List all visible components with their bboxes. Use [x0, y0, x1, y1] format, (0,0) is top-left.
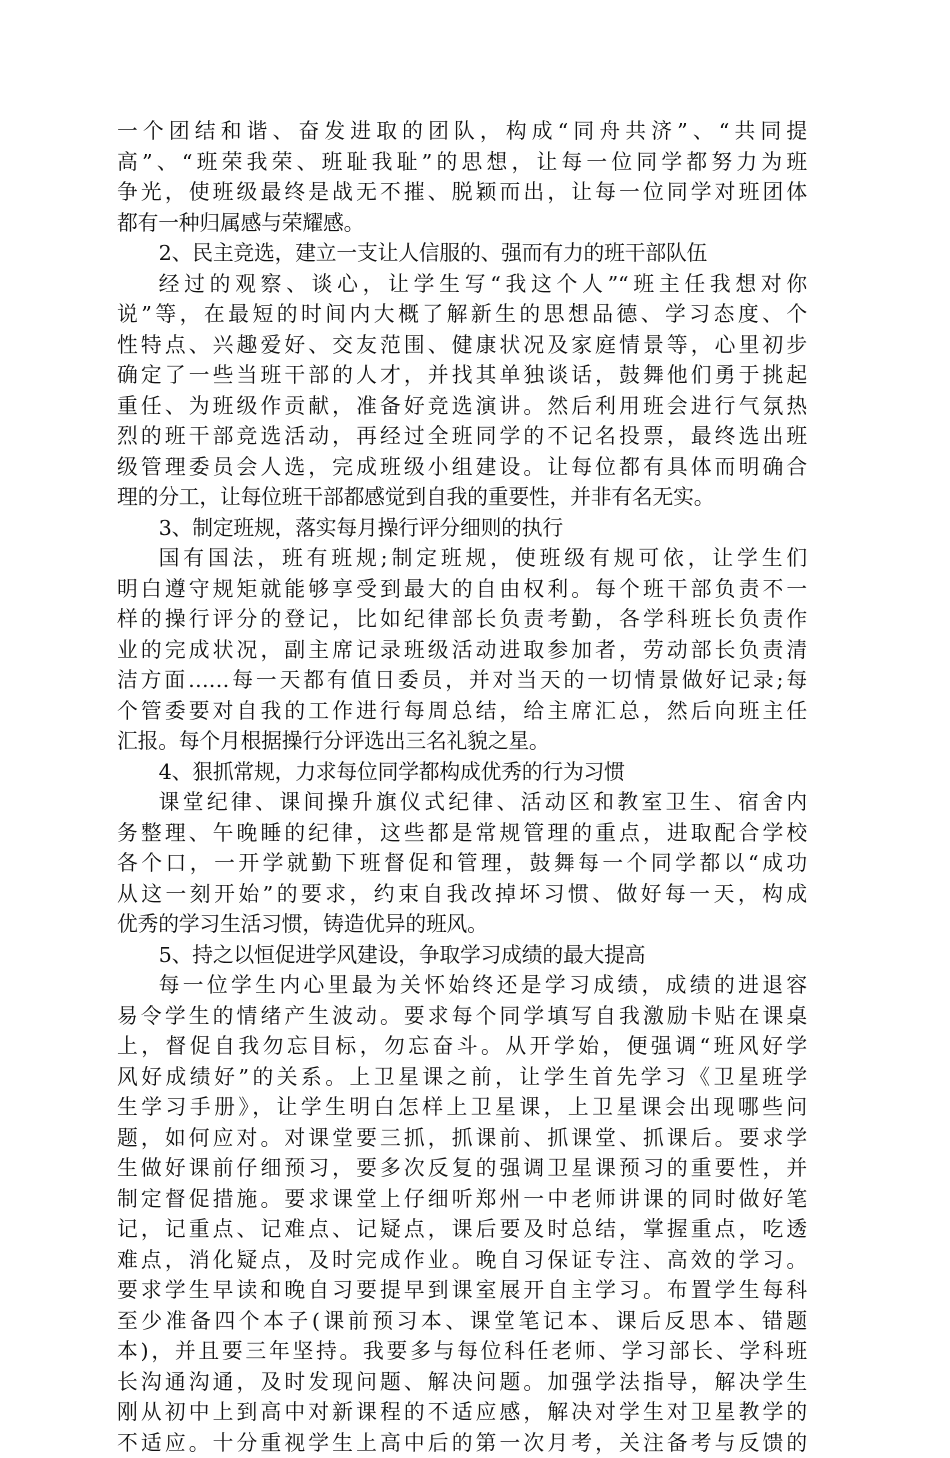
document-page	[117, 116, 807, 1458]
body-text-line: 题，如何应对。对课堂要三抓，抓课前、抓课堂、抓课后。要求学	[117, 1123, 807, 1154]
section-heading: 4、狠抓常规，力求每位同学都构成优秀的行为习惯	[117, 757, 807, 788]
body-text-line: 业的完成状况，副主席记录班级活动进取参加者，劳动部长负责清	[117, 635, 807, 666]
body-text-line: 个管委要对自我的工作进行每周总结，给主席汇总，然后向班主任	[117, 696, 807, 727]
body-text-line: 性特点、兴趣爱好、交友范围、健康状况及家庭情景等，心里初步	[117, 330, 807, 361]
body-text-line: 争光，使班级最终是战无不摧、脱颖而出，让每一位同学对班团体	[117, 177, 807, 208]
body-text-line: 理的分工，让每位班干部都感觉到自我的重要性，并非有名无实。	[117, 482, 807, 513]
body-text-line: 难点，消化疑点，及时完成作业。晚自习保证专注、高效的学习。	[117, 1245, 807, 1276]
body-text-line: 一个团结和谐、奋发进取的团队，构成“同舟共济”、“共同提	[117, 116, 807, 147]
body-text-line: 生学习手册》，让学生明白怎样上卫星课，上卫星课会出现哪些问	[117, 1092, 807, 1123]
body-text-line: 国有国法，班有班规;制定班规，使班级有规可依，让学生们	[117, 543, 807, 574]
body-text-line: 各个口，一开学就勤下班督促和管理，鼓舞每一个同学都以“成功	[117, 848, 807, 879]
body-text-line: 经过的观察、谈心，让学生写“我这个人”“班主任我想对你	[117, 269, 807, 300]
body-text-line: 至少准备四个本子(课前预习本、课堂笔记本、课后反思本、错题	[117, 1306, 807, 1337]
body-text-line: 汇报。每个月根据操行分评选出三名礼貌之星。	[117, 726, 807, 757]
section-heading: 5、持之以恒促进学风建设，争取学习成绩的最大提高	[117, 940, 807, 971]
body-text-line: 记，记重点、记难点、记疑点，课后要及时总结，掌握重点，吃透	[117, 1214, 807, 1245]
body-text-line: 高”、“班荣我荣、班耻我耻”的思想，让每一位同学都努力为班	[117, 147, 807, 178]
body-text-line: 样的操行评分的登记，比如纪律部长负责考勤，各学科班长负责作	[117, 604, 807, 635]
body-text-line: 从这一刻开始”的要求，约束自我改掉坏习惯、做好每一天，构成	[117, 879, 807, 910]
body-text-line: 优秀的学习生活习惯，铸造优异的班风。	[117, 909, 807, 940]
body-text-line: 制定督促措施。要求课堂上仔细听郑州一中老师讲课的同时做好笔	[117, 1184, 807, 1215]
body-text-line: 刚从初中上到高中对新课程的不适应感，解决对学生对卫星教学的	[117, 1397, 807, 1428]
section-heading: 2、民主竞选，建立一支让人信服的、强而有力的班干部队伍	[117, 238, 807, 269]
body-text-line: 本)，并且要三年坚持。我要多与每位科任老师、学习部长、学科班	[117, 1336, 807, 1367]
section-heading: 3、制定班规，落实每月操行评分细则的执行	[117, 513, 807, 544]
body-text-line: 每一位学生内心里最为关怀始终还是学习成绩，成绩的进退容	[117, 970, 807, 1001]
body-text-line: 明白遵守规矩就能够享受到最大的自由权利。每个班干部负责不一	[117, 574, 807, 605]
body-text-line: 说”等，在最短的时间内大概了解新生的思想品德、学习态度、个	[117, 299, 807, 330]
body-text-line: 易令学生的情绪产生波动。要求每个同学填写自我激励卡贴在课桌	[117, 1001, 807, 1032]
body-text-line: 务整理、午晚睡的纪律，这些都是常规管理的重点，进取配合学校	[117, 818, 807, 849]
body-text-line: 不适应。十分重视学生上高中后的第一次月考，关注备考与反馈的	[117, 1428, 807, 1458]
body-text-line: 重任、为班级作贡献，准备好竞选演讲。然后利用班会进行气氛热	[117, 391, 807, 422]
body-text-line: 风好成绩好”的关系。上卫星课之前，让学生首先学习《卫星班学	[117, 1062, 807, 1093]
body-text-line: 长沟通沟通，及时发现问题、解决问题。加强学法指导，解决学生	[117, 1367, 807, 1398]
body-text-line: 生做好课前仔细预习，要多次反复的强调卫星课预习的重要性，并	[117, 1153, 807, 1184]
body-text-line: 确定了一些当班干部的人才，并找其单独谈话，鼓舞他们勇于挑起	[117, 360, 807, 391]
body-text-line: 级管理委员会人选，完成班级小组建设。让每位都有具体而明确合	[117, 452, 807, 483]
body-text-line: 洁方面……每一天都有值日委员，并对当天的一切情景做好记录;每	[117, 665, 807, 696]
body-text-line: 要求学生早读和晚自习要提早到课室展开自主学习。布置学生每科	[117, 1275, 807, 1306]
body-text-line: 上，督促自我勿忘目标，勿忘奋斗。从开学始，便强调“班风好学	[117, 1031, 807, 1062]
body-text-line: 烈的班干部竞选活动，再经过全班同学的不记名投票，最终选出班	[117, 421, 807, 452]
body-text-line: 课堂纪律、课间操升旗仪式纪律、活动区和教室卫生、宿舍内	[117, 787, 807, 818]
body-text-line: 都有一种归属感与荣耀感。	[117, 208, 807, 239]
